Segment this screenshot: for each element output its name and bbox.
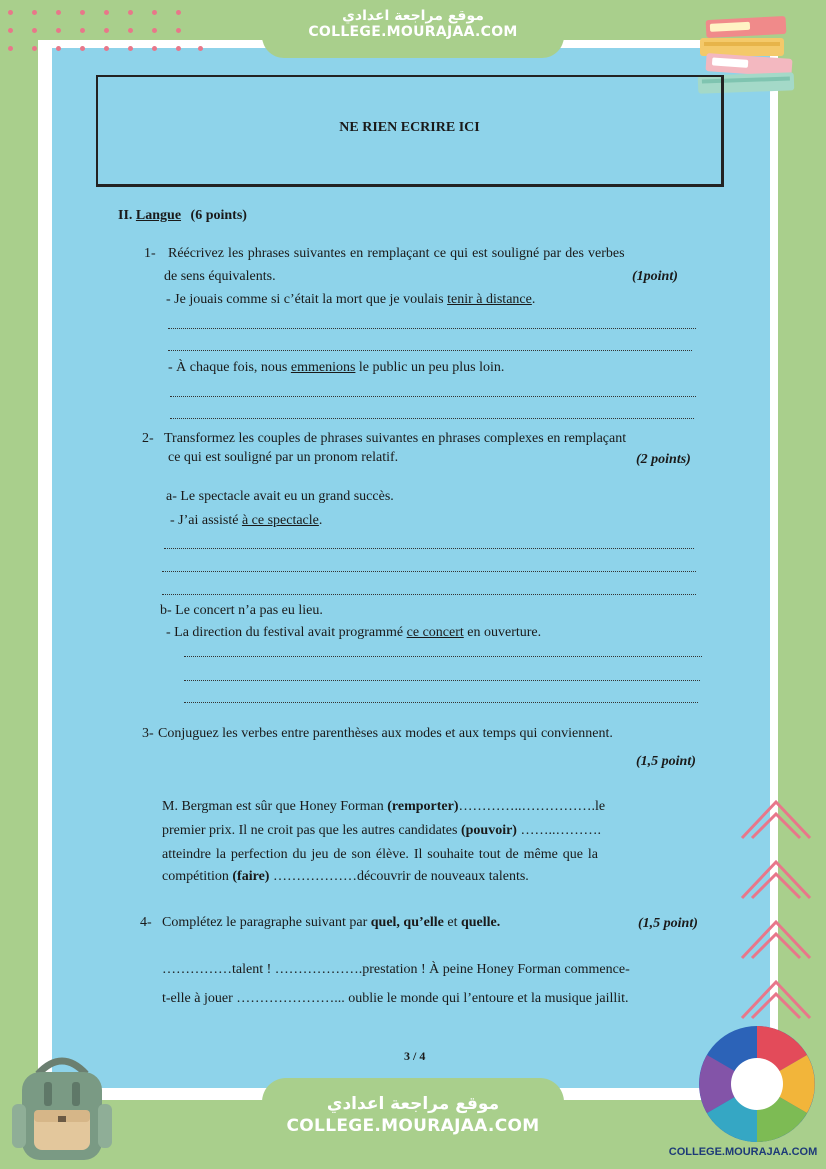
top-site-banner[interactable] <box>262 0 564 58</box>
answer-line[interactable] <box>162 594 696 595</box>
q3-verb-faire: (faire) <box>232 869 270 884</box>
q2-instruction-line1: Transformez les couples de phrases suivantes en phrases complexes en remplaçant <box>164 431 627 446</box>
q1-points: (1point) <box>632 269 678 284</box>
q1-sentence2-underlined: emmenions <box>290 360 356 375</box>
site-logo-icon[interactable] <box>694 1022 820 1146</box>
q1-number: 1- <box>144 246 156 261</box>
site-arabic-name: موقع مراجعة اعدادي <box>342 8 484 24</box>
bottom-site-banner[interactable] <box>262 1078 564 1169</box>
q2-a-sentence: a- Le spectacle avait eu un grand succès. <box>166 489 394 504</box>
backpack-icon <box>8 1052 116 1164</box>
site-arabic-name: موقع مراجعة اعدادي <box>326 1094 500 1114</box>
q4-instruction: Complétez le paragraphe suivant par quel, qu’elle et quelle. <box>162 915 501 930</box>
exam-sheet <box>52 48 770 1088</box>
q2-number: 2- <box>142 431 154 446</box>
q4-paragraph-line2: t-elle à jouer …………………... oublie le monde qui l’entoure et la musique jaillit. <box>162 991 629 1006</box>
decorative-dots <box>8 10 208 56</box>
section-points: (6 points) <box>190 208 247 223</box>
answer-line[interactable] <box>184 656 702 657</box>
q1-sentence1-underlined: tenir à distance <box>447 292 532 307</box>
q3-points: (1,5 point) <box>636 754 696 769</box>
q1-instruction-line1: Réécrivez les phrases suivantes en remplaçant ce qui est souligné par des verbes <box>168 246 625 261</box>
q2-a-subsentence: - J’ai assisté à ce spectacle. <box>170 513 323 528</box>
q3-paragraph-line4: compétition (faire) ………………découvrir de nouveaux talents. <box>162 869 529 884</box>
answer-line[interactable] <box>164 548 694 549</box>
q1-sentence2: - À chaque fois, nous emmenions le public un peu plus loin. <box>168 360 505 375</box>
q3-number: 3- <box>142 726 154 741</box>
do-not-write-box <box>96 75 724 187</box>
answer-line[interactable] <box>184 680 700 681</box>
do-not-write-title: NE RIEN ECRIRE ICI <box>339 120 480 135</box>
answer-line[interactable] <box>162 571 696 572</box>
chevron-up-icon <box>734 790 818 1040</box>
q4-paragraph-line1: ……………talent ! ……………….prestation ! À peine Honey Forman commence- <box>162 962 630 977</box>
page-number: 3 / 4 <box>404 1049 426 1063</box>
q3-verb-remporter: (remporter) <box>387 799 459 814</box>
section-name: Langue <box>135 208 182 223</box>
q3-verb-pouvoir: (pouvoir) <box>460 823 517 838</box>
q2-a-underlined: à ce spectacle <box>241 513 319 528</box>
section-title: II. Langue (6 points) <box>118 208 247 223</box>
q4-words: quel, qu’elle <box>370 915 444 930</box>
q3-paragraph-line3: atteindre la perfection du jeu de son élève. Il souhaite tout de même que la <box>162 847 598 862</box>
q3-paragraph-line2: premier prix. Il ne croit pas que les autres candidates (pouvoir) ……..………. <box>162 823 601 838</box>
q4-number: 4- <box>140 915 152 930</box>
q3-paragraph-line1: M. Bergman est sûr que Honey Forman (remporter)…………..…………….le <box>162 799 606 814</box>
q2-b-sentence: b- Le concert n’a pas eu lieu. <box>160 603 323 618</box>
q4-points: (1,5 point) <box>638 916 698 931</box>
q1-instruction-line2: de sens équivalents. <box>164 269 276 284</box>
answer-line[interactable] <box>168 350 692 351</box>
answer-line[interactable] <box>170 396 696 397</box>
q2-b-underlined: ce concert <box>406 625 464 640</box>
answer-line[interactable] <box>170 418 694 419</box>
answer-line[interactable] <box>168 328 696 329</box>
site-url[interactable]: COLLEGE.MOURAJAA.COM <box>308 24 518 40</box>
q1-sentence1: - Je jouais comme si c’était la mort que je voulais tenir à distance. <box>166 292 536 307</box>
q3-instruction: Conjuguez les verbes entre parenthèses aux modes et aux temps qui conviennent. <box>158 726 613 741</box>
site-url[interactable]: COLLEGE.MOURAJAA.COM <box>286 1116 540 1136</box>
q2-b-subsentence: - La direction du festival avait programmé ce concert en ouverture. <box>166 625 542 640</box>
q4-last-word: quelle. <box>460 915 501 930</box>
q2-instruction-line2: ce qui est souligné par un pronom relatif. <box>168 450 399 465</box>
logo-caption: COLLEGE.MOURAJAA.COM <box>668 1146 818 1158</box>
answer-line[interactable] <box>184 702 698 703</box>
q2-points: (2 points) <box>636 452 691 467</box>
